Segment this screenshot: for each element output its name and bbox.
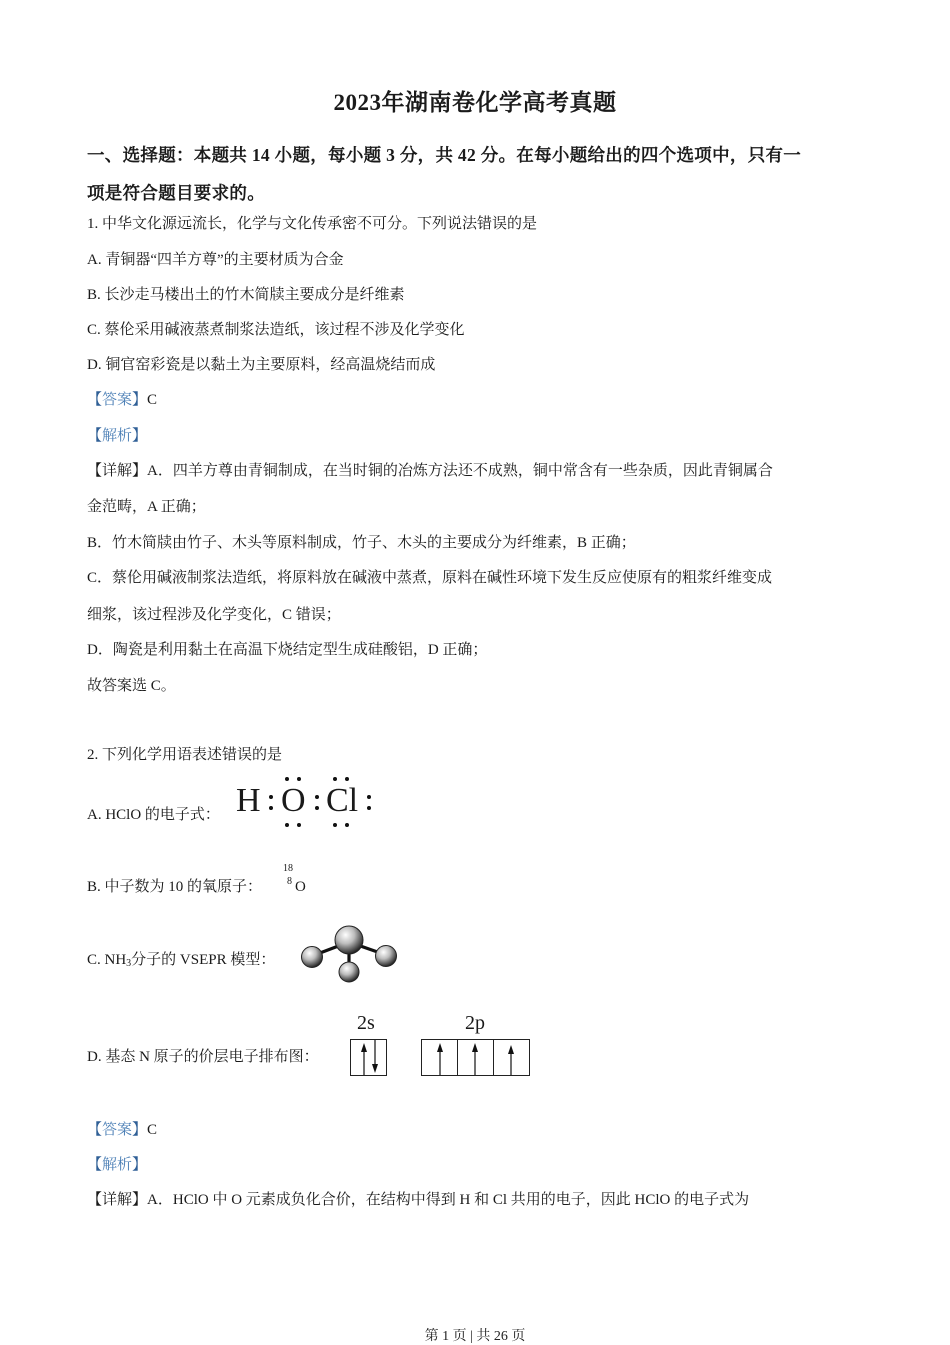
nh3-vsepr-model-icon <box>296 922 402 986</box>
answer-label: 答案 <box>102 392 133 408</box>
answer-bracket-close: 】 <box>132 1122 148 1138</box>
option-c: C. 蔡伦采用碱液蒸煮制浆法造纸，该过程不涉及化学变化 <box>87 322 465 338</box>
page-footer: 第 1 页 | 共 26 页 <box>424 1329 526 1344</box>
detail-line: 故答案选 C。 <box>87 678 176 694</box>
spin-up-arrows-icon <box>422 1040 529 1075</box>
hclo-lewis-structure <box>234 776 384 830</box>
atom-h: H <box>236 782 261 819</box>
detail-label: 【详解】 <box>87 463 148 479</box>
option-a: A. 青铜器“四羊方尊”的主要材质为合金 <box>87 252 344 268</box>
electron-dot <box>333 777 337 781</box>
answer-bracket-open: 【 <box>87 1122 103 1138</box>
isotope-symbol: O <box>295 879 306 895</box>
orbital-2s-box <box>350 1039 387 1076</box>
detail-label: 【详解】 <box>87 1192 148 1208</box>
option-c: C. $NH_3$分子的 VSEPR 模型： <box>87 952 276 969</box>
option-d: D. 铜官窑彩瓷是以黏土为主要原料，经高温烧结而成 <box>87 357 436 373</box>
analysis-row <box>87 426 147 446</box>
detail-line: B．竹木简牍由竹子、木头等原料制成，竹子、木头的主要成分为纤维素，B 正确； <box>87 535 636 551</box>
detail-line: 【详解】A．四羊方尊由青铜制成，在当时铜的冶炼方法还不成熟，铜中常含有一些杂质，因此青铜属合 <box>87 463 773 479</box>
electron-dot <box>345 823 349 827</box>
analysis-row <box>87 1155 147 1175</box>
analysis-bracket-open: 【 <box>87 428 103 444</box>
analysis-bracket-open: 【 <box>87 1157 103 1173</box>
detail-line: D．陶瓷是利用黏土在高温下烧结定型生成硅酸铝，D 正确； <box>87 642 488 658</box>
option-d: D. 基态 N 原子的价层电子排布图： <box>87 1049 319 1065</box>
electron-dot <box>345 777 349 781</box>
electron-dot <box>315 795 319 799</box>
detail-line: C．蔡伦用碱液制浆法造纸，将原料放在碱液中蒸煮，原料在碱性环境下发生反应使原有的粗浆纤维变成 <box>87 570 773 586</box>
electron-dot <box>297 777 301 781</box>
spin-pair-arrows-icon <box>351 1040 386 1075</box>
analysis-label: 解析 <box>102 428 133 444</box>
atom-o: O <box>281 782 306 819</box>
option-a: A. HClO 的电子式： <box>87 807 220 823</box>
answer-bracket-open: 【 <box>87 392 103 408</box>
electron-dot <box>367 795 371 799</box>
electron-dot <box>315 806 319 810</box>
electron-dot <box>285 823 289 827</box>
answer-label: 答案 <box>102 1122 133 1138</box>
orbital-2p-box <box>421 1039 530 1076</box>
answer-value: C <box>147 392 158 408</box>
orbital-2p-label: 2p <box>465 1012 485 1034</box>
detail-line: 金范畴，A 正确； <box>87 499 206 515</box>
atom-cl: Cl <box>326 782 359 819</box>
answer-row <box>87 390 157 410</box>
electron-dot <box>269 795 273 799</box>
analysis-label: 解析 <box>102 1157 133 1173</box>
isotope-mass-number: 18 <box>283 863 293 874</box>
option-b: B. 长沙走马楼出土的竹木简牍主要成分是纤维素 <box>87 287 405 303</box>
detail-line: 细浆，该过程涉及化学变化，C 错误； <box>87 607 341 623</box>
analysis-bracket-close: 】 <box>132 428 148 444</box>
answer-value: C <box>147 1122 158 1138</box>
option-b: B. 中子数为 10 的氧原子： <box>87 879 263 895</box>
electron-dot <box>297 823 301 827</box>
isotope-atomic-number: 8 <box>287 876 292 887</box>
electron-dot <box>269 806 273 810</box>
question-stem: 2. 下列化学用语表述错误的是 <box>87 747 283 763</box>
electron-dot <box>333 823 337 827</box>
electron-dot <box>285 777 289 781</box>
answer-row <box>87 1120 157 1140</box>
answer-bracket-close: 】 <box>132 392 148 408</box>
orbital-2s-label: 2s <box>357 1012 375 1034</box>
analysis-bracket-close: 】 <box>132 1157 148 1173</box>
section-heading-line-1: 一、选择题：本题共 14 小题，每小题 3 分，共 42 分。在每小题给出的四个选项中，只有一 <box>87 145 802 165</box>
detail-line: 【详解】A．HClO 中 O 元素成负化合价，在结构中得到 H 和 Cl 共用的电子，因此 HClO 的电子式为 <box>87 1192 750 1208</box>
page-title: 2023年湖南卷化学高考真题 <box>333 90 617 115</box>
section-heading-line-2: 项是符合题目要求的。 <box>87 183 265 203</box>
question-stem: 1. 中华文化源远流长，化学与文化传承密不可分。下列说法错误的是 <box>87 216 538 232</box>
electron-dot <box>367 806 371 810</box>
